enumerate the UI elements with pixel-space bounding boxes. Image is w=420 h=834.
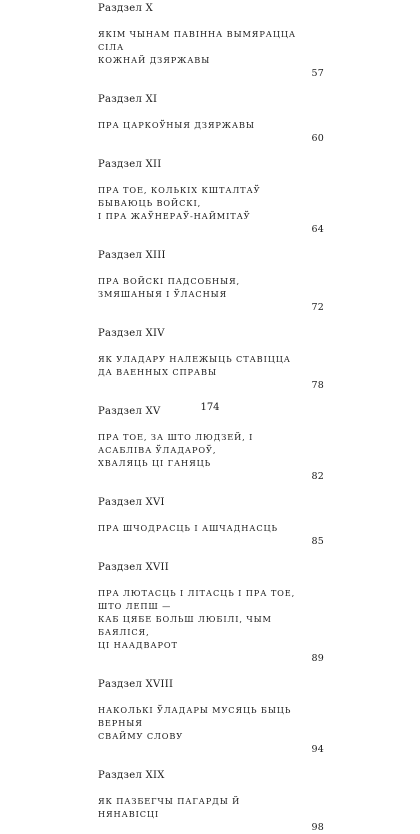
chapter-title: НАКОЛЬКІ ЎЛАДАРЫ МУСЯЦЬ БЫЦЬ ВЕРНЫЯ СВАЙМУ СЛОВУ xyxy=(98,705,292,741)
toc-entry-chapter-11 xyxy=(98,93,324,145)
chapter-heading: Раздзел XIV xyxy=(98,328,165,339)
chapter-heading: Раздзел XV xyxy=(98,406,161,417)
toc-entry-chapter-10 xyxy=(98,2,324,80)
toc-entry-chapter-13 xyxy=(98,249,324,314)
page-number: 98 xyxy=(311,822,324,833)
page-number: 57 xyxy=(311,68,324,79)
chapter-heading: Раздзел X xyxy=(98,3,154,14)
chapter-title: ЯКІМ ЧЫНАМ ПАВІННА ВЫМЯРАЦЦА СІЛА КОЖНАЙ ДЗЯРЖАВЫ xyxy=(98,29,297,65)
chapter-title: ЯК УЛАДАРУ НАЛЕЖЫЦЬ СТАВІЦЦА ДА ВАЕННЫХ СПРАВЫ xyxy=(98,354,291,377)
chapter-title: ПРА ТОЕ, КОЛЬКІХ КШТАЛТАЎ БЫВАЮЦЬ ВОЙСКІ, І ПРА ЖАЎНЕРАЎ-НАЙМІТАЎ xyxy=(98,185,261,221)
chapter-title: ПРА ВОЙСКІ ПАДСОБНЫЯ, ЗМЯШАНЫЯ І ЎЛАСНЫЯ xyxy=(98,276,241,299)
page-number: 78 xyxy=(311,380,324,391)
chapter-heading: Раздзел XI xyxy=(98,94,158,105)
page-number: 89 xyxy=(311,653,324,664)
page-number: 82 xyxy=(311,471,324,482)
toc-entry-chapter-12 xyxy=(98,158,324,236)
page-number: 85 xyxy=(311,536,324,547)
table-of-contents xyxy=(98,0,324,833)
chapter-heading: Раздзел XIII xyxy=(98,250,166,261)
toc-entry-chapter-14 xyxy=(98,327,324,392)
chapter-title: ПРА ЛЮТАСЦЬ І ЛІТАСЦЬ І ПРА ТОЕ, ШТО ЛЕПШ — КАБ ЦЯБЕ БОЛЬШ ЛЮБІЛІ, ЧЫМ БАЯЛІСЯ, ЦІ НААДВАРОТ xyxy=(98,588,296,650)
toc-entry-chapter-19 xyxy=(98,769,324,834)
page-folio-number: 174 xyxy=(200,402,220,413)
chapter-heading: Раздзел XVII xyxy=(98,562,170,573)
chapter-title: ЯК ПАЗБЕГЧЫ ПАГАРДЫ Й НЯНАВІСЦІ xyxy=(98,796,241,819)
page-number: 60 xyxy=(311,133,324,144)
page-number: 94 xyxy=(311,744,324,755)
chapter-title: ПРА ТОЕ, ЗА ШТО ЛЮДЗЕЙ, І АСАБЛІВА ЎЛАДАРОЎ, ХВАЛЯЦЬ ЦІ ГАНЯЦЬ xyxy=(98,432,254,468)
page-number: 72 xyxy=(311,302,324,313)
chapter-title: ПРА ШЧОДРАСЦЬ І АШЧАДНАСЦЬ xyxy=(98,523,278,533)
chapter-heading: Раздзел XIX xyxy=(98,770,165,781)
toc-entry-chapter-17 xyxy=(98,561,324,665)
chapter-heading: Раздзел XVI xyxy=(98,497,165,508)
page-number: 64 xyxy=(311,224,324,235)
toc-entry-chapter-18 xyxy=(98,678,324,756)
chapter-heading: Раздзел XVIII xyxy=(98,679,174,690)
chapter-heading: Раздзел XII xyxy=(98,159,162,170)
chapter-title: ПРА ЦАРКОЎНЫЯ ДЗЯРЖАВЫ xyxy=(98,120,255,130)
toc-entry-chapter-15 xyxy=(98,405,324,483)
toc-entry-chapter-16 xyxy=(98,496,324,548)
